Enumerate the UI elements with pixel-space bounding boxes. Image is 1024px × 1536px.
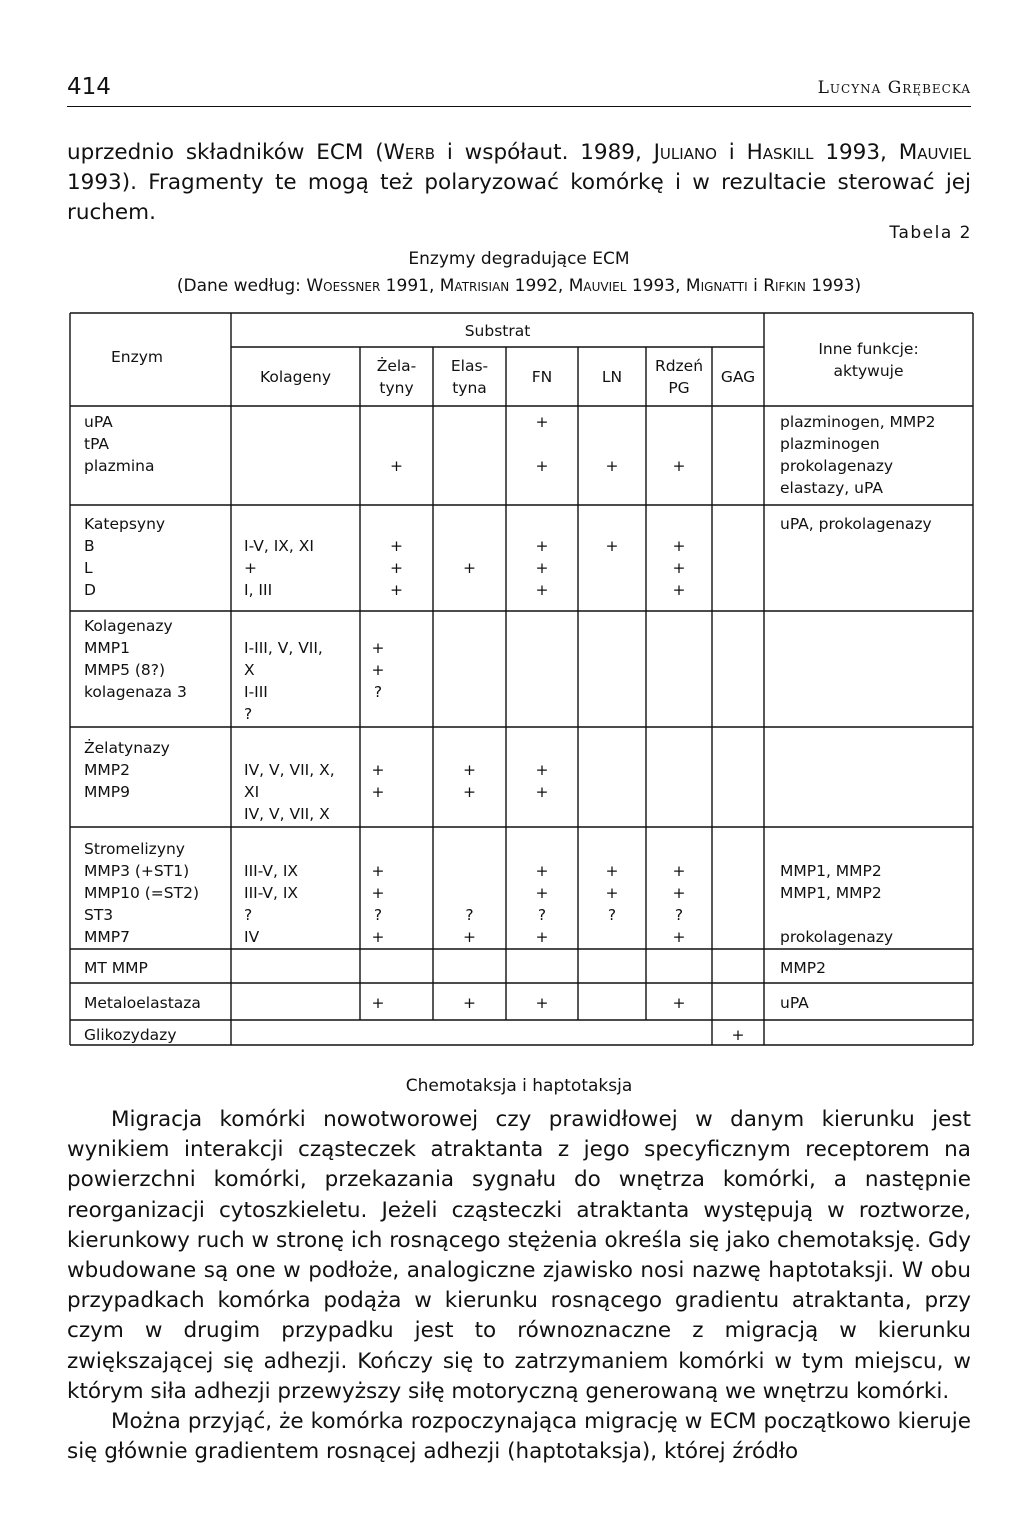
running-header bbox=[67, 74, 971, 107]
ln-cell: + bbox=[605, 457, 619, 475]
elastyna-cell: + bbox=[463, 994, 476, 1012]
zelatyny-cells: + + bbox=[371, 761, 385, 801]
header-rdzen-pg: Rdzeń PG bbox=[654, 357, 704, 397]
zelatyny-cell: + bbox=[390, 457, 403, 475]
enzyme-mt-mmp: MT MMP bbox=[84, 959, 148, 977]
header-elastyna: Elas- tyna bbox=[450, 357, 489, 397]
fn-cells: + + bbox=[535, 761, 549, 801]
body-paragraph: Migracja komórki nowotworowej czy prawidłowej w danym kierunku jest wynikiem interakcji cząsteczek atraktanta z jego specyficznym receptorem na powierzchni komórki, przekazania sygnału do wnętrza komórki, a następnie reorganizacji cytoszkieletu. Jeżeli cząsteczki atraktanta występują w roztworze, kierunkowy ruch w stronę ich rosnącego stężenia określa się jako chemotaksję. Gdy wbudowane są one w podłoże, analogiczne zjawisko nosi nazwę haptotaksji. W obu przypadkach komórka podąża w kierunku rosnącego gradientu atraktanta, przy czym w drugim przypadku jest to równoznaczne z migracją w kierunku zwiększającej się adhezji. Kończy się to zatrzymaniem komórki w tym miejscu, w którym siła adhezji przewyższy siłę motoryczną generowaną we wnętrzu komórki. bbox=[67, 1107, 971, 1404]
rdzen-cells: + + ? + bbox=[672, 862, 686, 946]
enzyme-group-stromelizyny: Stromelizyny MMP3 (+ST1) MMP10 (=ST2) ST3 MMP7 bbox=[84, 840, 199, 946]
ln-cells: + + ? bbox=[605, 862, 619, 924]
header-kolageny: Kolageny bbox=[259, 368, 332, 386]
fn-cells: + + bbox=[535, 413, 549, 475]
inne-funkcje-cells: MMP1, MMP2 MMP1, MMP2 prokolagenazy bbox=[780, 862, 894, 946]
inne-funkcje-cells: plazminogen, MMP2 plazminogen prokolagenazy elastazy, uPA bbox=[780, 413, 936, 497]
header-substrat: Substrat bbox=[464, 322, 531, 340]
fn-cells: + + + bbox=[535, 537, 549, 599]
table-source: (Dane według: Woessner 1991, Matrisian 1992, Mauviel 1993, Mignatti i Rifkin 1993) bbox=[176, 276, 862, 296]
kolageny-cells: IV, V, VII, X, XI IV, V, VII, X bbox=[244, 761, 335, 823]
inne-funkcje-cell: MMP2 bbox=[780, 959, 826, 977]
enzyme-metaloelastaza: Metaloelastaza bbox=[84, 994, 201, 1012]
zelatyny-cell: + bbox=[371, 994, 385, 1012]
inne-funkcje-cell: uPA bbox=[780, 994, 809, 1012]
table-title: Enzymy degradujące ECM bbox=[408, 249, 630, 269]
header-enzym: Enzym bbox=[111, 348, 164, 366]
elastyna-cells: ? + bbox=[463, 906, 476, 946]
zelatyny-cells: + + ? bbox=[371, 639, 385, 701]
rdzen-cell: + bbox=[672, 457, 686, 475]
kolageny-cells: I-V, IX, XI + I, III bbox=[244, 537, 314, 599]
header-inne-funkcje: Inne funkcje: aktywuje bbox=[818, 340, 919, 380]
header-ln: LN bbox=[601, 368, 623, 386]
enzyme-group-kolagenazy: Kolagenazy MMP1 MMP5 (8?) kolagenaza 3 bbox=[84, 617, 187, 701]
intro-paragraph: uprzednio składników ECM (Werb i współaut. 1989, Juliano i Haskill 1993, Mauviel 1993). Fragmenty te mogą też polaryzować komórkę i w rezultacie sterować jej ruchem. bbox=[67, 140, 971, 225]
fn-cell: + bbox=[535, 994, 549, 1012]
rdzen-cells: + + + bbox=[672, 537, 686, 599]
zelatyny-cells: + + ? + bbox=[371, 862, 385, 946]
zelatyny-cells: + + + bbox=[390, 537, 403, 599]
enzyme-group-plasminogen-activators: uPA tPA plazmina bbox=[84, 413, 155, 475]
gag-cell: + bbox=[731, 1026, 745, 1044]
body-paragraph: Można przyjąć, że komórka rozpoczynająca migrację w ECM początkowo kieruje się głównie gradientem rosnącej adhezji (haptotaksja), której źródło bbox=[67, 1409, 971, 1465]
enzyme-group-zelatynazy: Żelatynazy MMP2 MMP9 bbox=[84, 739, 170, 801]
enzyme-group-katepsyny: Katepsyny B L D bbox=[84, 515, 166, 599]
header-gag: GAG bbox=[720, 368, 756, 386]
table-label: Tabela 2 bbox=[889, 223, 972, 243]
fn-cells: + + ? + bbox=[535, 862, 549, 946]
inne-funkcje-cell: uPA, prokolagenazy bbox=[780, 515, 932, 533]
elastyna-cell: + bbox=[463, 559, 476, 577]
section-title: Chemotaksja i haptotaksja bbox=[405, 1076, 633, 1096]
ln-cell: + bbox=[605, 537, 619, 555]
rdzen-cell: + bbox=[672, 994, 686, 1012]
kolageny-cells: I-III, V, VII, X I-III ? bbox=[244, 639, 323, 723]
running-author: Lucyna Grębecka bbox=[817, 78, 971, 98]
elastyna-cells: + + bbox=[463, 761, 476, 801]
page-number: 414 bbox=[67, 74, 111, 100]
body-text bbox=[67, 1105, 971, 1467]
kolageny-cells: III-V, IX III-V, IX ? IV bbox=[244, 862, 299, 946]
header-zelatyny: Żela- tyny bbox=[376, 357, 417, 397]
header-fn: FN bbox=[531, 368, 553, 386]
enzyme-glikozydazy: Glikozydazy bbox=[84, 1026, 177, 1044]
